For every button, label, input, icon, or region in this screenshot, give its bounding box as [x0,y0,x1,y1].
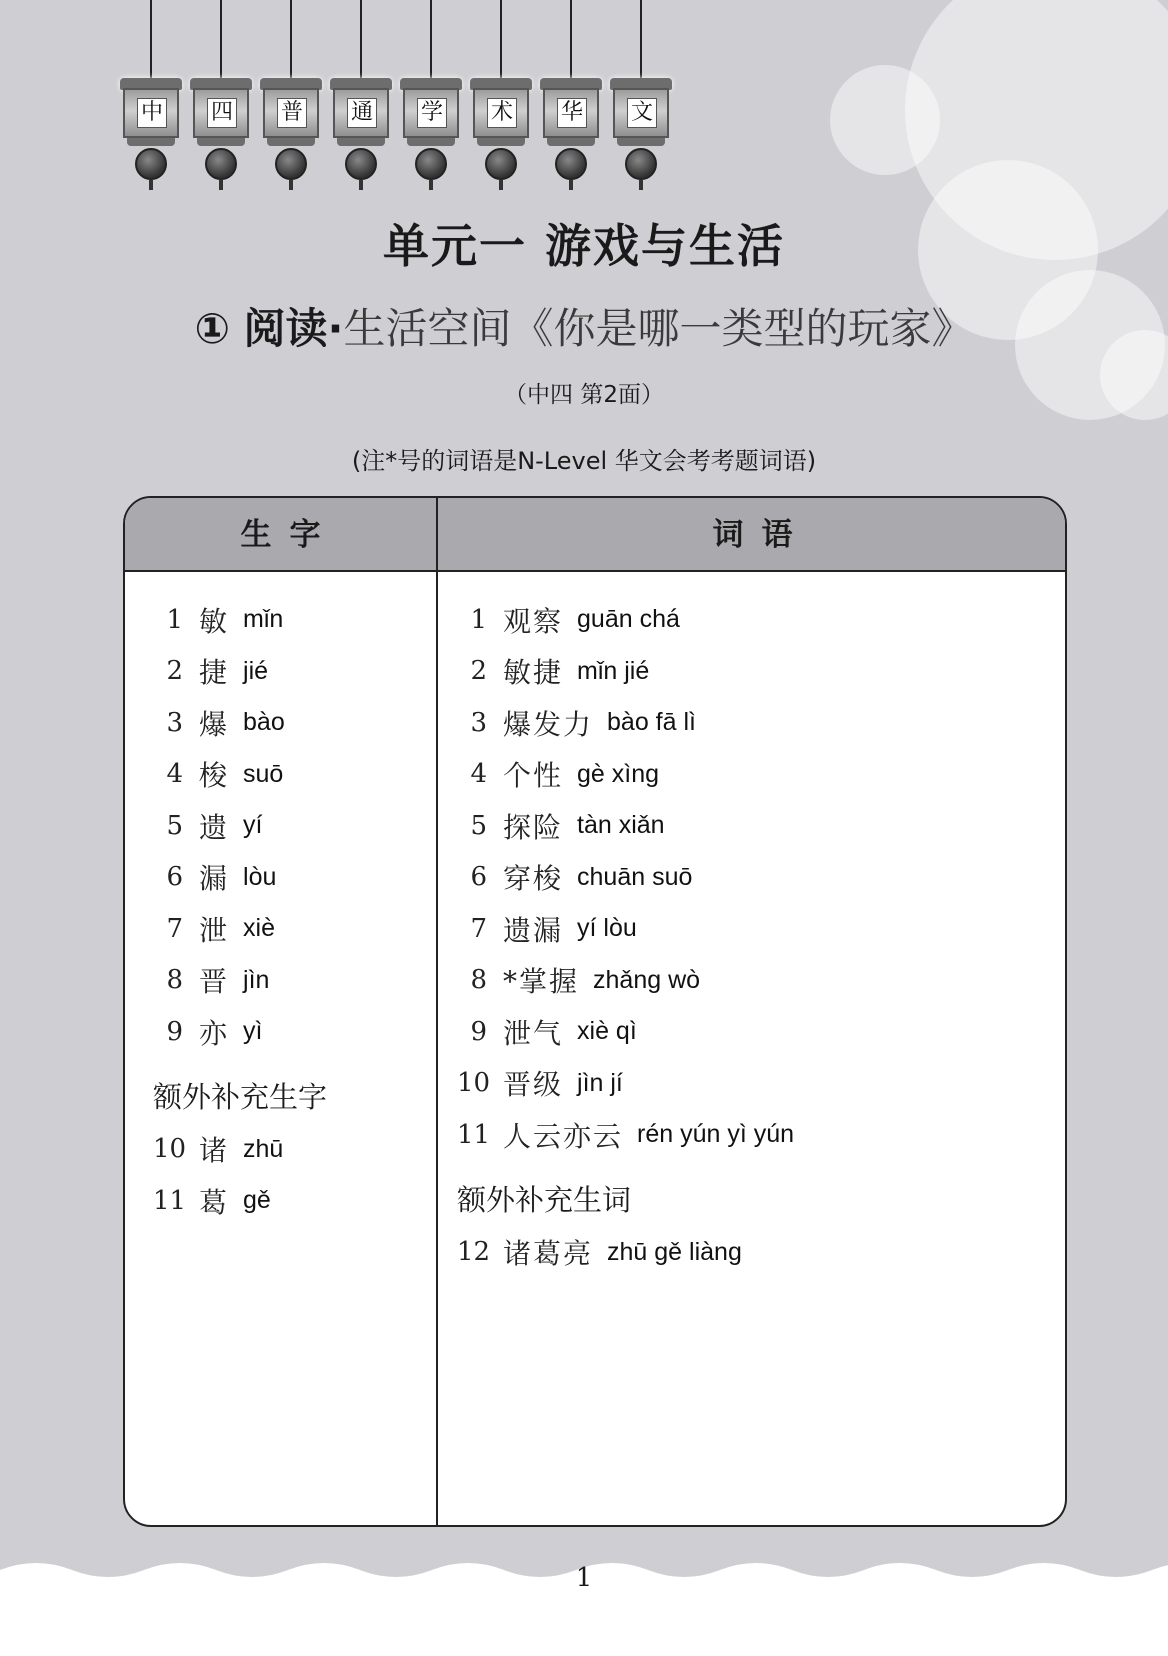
lesson-name: 《你是哪一类型的玩家》 [511,304,974,353]
char-number: 10 [153,1134,187,1165]
char-number: 4 [166,759,183,790]
word-entry [457,903,794,955]
word-hanzi: 个性 [503,759,564,793]
lantern-char: 普 [277,98,307,128]
char-pinyin: yí [243,811,263,840]
word-pinyin: zhǎng wò [593,965,701,994]
char-number: 7 [166,913,183,944]
lantern [118,0,184,200]
lantern [398,0,464,200]
word-pinyin: jìn jí [577,1068,623,1097]
char-pinyin: xiè [243,914,275,943]
word-pinyin: xiè qì [577,1017,637,1046]
exam-note: (注*号的词语是N-Level 华文会考考题词语) [351,447,817,475]
word-entry [457,955,794,1007]
word-hanzi: 探险 [503,810,564,844]
word-number: 11 [457,1119,491,1150]
unit-title: 单元一 游戏与生活 [382,219,785,273]
char-pinyin: jié [243,656,269,685]
char-hanzi: 葛 [199,1185,230,1219]
lantern [258,0,324,200]
lesson-title [0,296,1168,356]
word-hanzi: 观察 [503,604,564,638]
char-number: 5 [166,810,183,841]
char-entry [153,594,327,646]
char-pinyin: suō [243,759,284,788]
word-number: 1 [470,604,487,635]
char-number: 8 [166,965,183,996]
word-pinyin: gè xìng [577,759,660,788]
word-entry [457,1006,794,1058]
lantern-char: 华 [557,98,587,128]
lantern [188,0,254,200]
word-pinyin: yí lòu [577,914,637,943]
word-entry [457,852,794,904]
lantern-char: 术 [487,98,517,128]
word-entry [457,646,794,698]
vocab-table [123,496,1067,1527]
word-number: 2 [470,656,487,687]
word-entry [457,749,794,801]
word-hanzi: 泄气 [503,1016,564,1050]
char-pinyin: zhū [243,1134,284,1163]
char-hanzi: 敏 [199,604,230,638]
table-header [125,498,1065,572]
lantern-char: 学 [417,98,447,128]
chars-extra-heading: 额外补充生字 [153,1079,328,1114]
char-hanzi: 晋 [199,965,230,999]
word-entry [457,1109,794,1161]
word-hanzi: *掌握 [503,965,580,999]
char-entry [153,646,327,698]
lesson-type: 阅读 [243,304,328,353]
word-entry [457,594,794,646]
char-entry [153,749,327,801]
lantern [608,0,674,200]
word-hanzi: 晋级 [503,1068,564,1102]
word-entry [457,800,794,852]
background-bubble [830,65,940,175]
words-extra-heading: 额外补充生词 [457,1182,632,1217]
char-entry [153,1175,327,1227]
word-number: 6 [470,862,487,893]
word-hanzi: 敏捷 [503,656,564,690]
word-number: 10 [457,1068,491,1099]
word-number: 4 [470,759,487,790]
char-number: 3 [166,707,183,738]
lesson-separator: · [327,304,344,353]
char-hanzi: 爆 [199,707,230,741]
char-pinyin: mǐn [243,605,284,634]
char-pinyin: jìn [243,965,270,994]
lesson-number: ① [194,304,231,353]
word-entry [457,1227,794,1279]
char-entry [153,903,327,955]
word-pinyin: bào fā lì [607,708,696,737]
word-pinyin: zhū gě liàng [607,1237,742,1266]
word-hanzi: 人云亦云 [503,1119,624,1153]
word-pinyin: guān chá [577,605,680,634]
word-number: 8 [470,965,487,996]
word-pinyin: rén yún yì yún [637,1120,795,1149]
word-pinyin: mǐn jié [577,656,650,685]
char-hanzi: 亦 [199,1016,230,1050]
char-pinyin: yì [243,1017,263,1046]
char-entry [153,1124,327,1176]
lantern [328,0,394,200]
word-pinyin: chuān suō [577,862,693,891]
char-number: 9 [166,1016,183,1047]
char-hanzi: 捷 [199,656,230,690]
header-words: 词语 [712,517,811,553]
words-column [457,594,794,1278]
char-entry [153,800,327,852]
header-chars: 生字 [240,517,339,553]
char-number: 2 [166,656,183,687]
char-hanzi: 泄 [199,913,230,947]
char-entry [153,1006,327,1058]
char-entry [153,697,327,749]
page-number: 1 [575,1563,593,1593]
char-number: 11 [153,1185,187,1216]
char-pinyin: lòu [243,862,277,891]
char-hanzi: 诸 [199,1134,230,1168]
char-entry [153,852,327,904]
column-divider [436,498,438,1525]
char-hanzi: 遗 [199,810,230,844]
word-hanzi: 穿梭 [503,862,564,896]
word-entry [457,1058,794,1110]
char-number: 1 [166,604,183,635]
word-number: 5 [470,810,487,841]
lantern [538,0,604,200]
char-hanzi: 漏 [199,862,230,896]
word-number: 3 [470,707,487,738]
lantern-char: 通 [347,98,377,128]
word-entry [457,697,794,749]
chars-column [153,594,327,1227]
char-entry [153,955,327,1007]
lantern-char: 文 [627,98,657,128]
word-number: 7 [470,913,487,944]
lantern [468,0,534,200]
lantern-char: 中 [137,98,167,128]
word-number: 12 [457,1237,491,1268]
lantern-banner [118,0,688,200]
word-number: 9 [470,1016,487,1047]
lantern-char: 四 [207,98,237,128]
word-hanzi: 诸葛亮 [503,1237,594,1271]
char-number: 6 [166,862,183,893]
word-pinyin: tàn xiǎn [577,811,665,840]
word-hanzi: 遗漏 [503,913,564,947]
word-hanzi: 爆发力 [503,707,594,741]
char-pinyin: gě [243,1186,271,1215]
page-info: （中四 第2面） [504,382,664,408]
char-hanzi: 梭 [199,759,230,793]
lesson-column: 生活空间 [343,304,512,353]
char-pinyin: bào [243,708,285,737]
